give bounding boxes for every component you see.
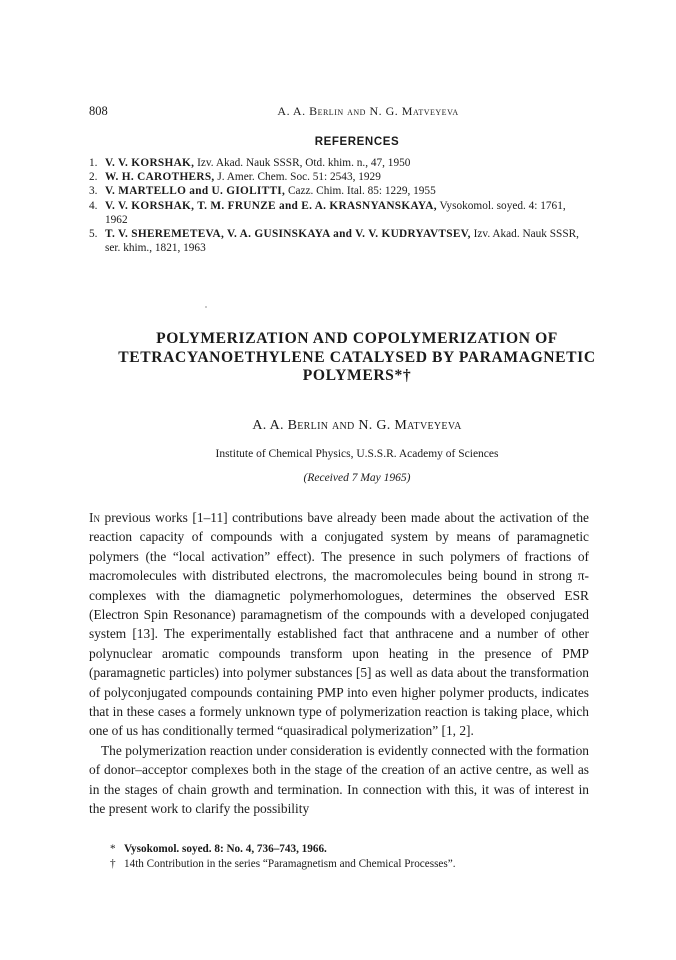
reference-source: Vysokomol. soyed. 4: 1761, 1962 (105, 199, 566, 226)
article-body (89, 508, 589, 819)
reference-source: J. Amer. Chem. Soc. 51: 2543, 1929 (214, 171, 381, 184)
footnote-text: Vysokomol. soyed. 8: No. 4, 736–743, 1966. (124, 843, 327, 855)
reference-source: Izv. Akad. Nauk SSSR, ser. khim., 1821, 1963 (105, 228, 579, 255)
reference-authors: V. V. KORSHAK, T. M. FRUNZE and E. A. KRASNYANSKAYA, (105, 199, 437, 212)
author-affiliation: Institute of Chemical Physics, U.S.S.R. Academy of Sciences (215, 448, 499, 460)
footnote-mark: † (110, 857, 116, 870)
reference-number: 3. (89, 185, 98, 198)
reference-item (89, 199, 589, 227)
reference-item (89, 170, 589, 184)
reference-authors: T. V. SHEREMETEVA, V. A. GUSINSKAYA and V. V. KUDRYAVTSEV, (105, 228, 471, 241)
reference-item (89, 184, 589, 198)
page-number: 808 (89, 104, 108, 118)
reference-number: 2. (89, 171, 98, 184)
paragraph-text: previous works [1–11] contributions bave already been made about the activation of the reaction capacity of compounds with a conjugated system by means of paramagnetic polymers (the “local activation” effect). The presence in such polymers of fractions of macromolecules with distributed electrons, the macromolecules being bound in strong π-complexes with the diamagnetic polymerhomologues, determines the observed ESR (Electron Spin Resonance) paramagnetism of the compounds with a developed conjugated system [13]. The experimentally established fact that anthracene and a number of other polynuclear aromatic compounds transform upon heating in the presence of PMP (paramagnetic particles) into polymer substances [5] as well as data about the transformation of polyconjugated compounds containing PMP into even higher polymer products, indicates that in these cases a formely unknown type of polymerization reaction is taking place, which one of us has conditionally termed “quasiradical polymerization” [1, 2]. (89, 510, 589, 739)
footnote (110, 842, 590, 857)
running-head: A. A. Berlin and N. G. Matveyeva (277, 104, 459, 118)
footnotes (110, 842, 590, 871)
reference-item (89, 156, 589, 170)
footnote-mark: * (110, 843, 116, 855)
title-line: POLYMERS*† (302, 367, 412, 384)
article-title (0, 330, 676, 386)
paragraph-lead-in: In (89, 510, 100, 525)
reference-number: 5. (89, 228, 98, 241)
article-authors: A. A. Berlin and N. G. Matveyeva (252, 418, 462, 433)
scan-speck (205, 306, 207, 308)
received-date (0, 472, 676, 484)
body-paragraph: The polymerization reaction under consideration is evidently connected with the formation of donor–acceptor complexes both in the stage of the creation of an active centre, as well as in the stages of chain growth and termination. In connection with this, it was of interest in the present work to clarify the possibility (89, 742, 589, 817)
reference-source: Izv. Akad. Nauk SSSR, Otd. khim. n., 47, 1950 (194, 157, 411, 169)
references-list (89, 156, 589, 255)
reference-item (89, 227, 589, 255)
reference-authors: V. V. KORSHAK, (105, 157, 195, 169)
reference-authors: V. MARTELLO and U. GIOLITTI, (105, 185, 286, 198)
reference-number: 4. (89, 199, 98, 212)
title-line: TETRACYANOETHYLENE CATALYSED BY PARAMAGNETIC (118, 348, 596, 366)
reference-source: Cazz. Chim. Ital. 85: 1229, 1955 (285, 185, 436, 198)
body-paragraph (89, 508, 589, 741)
title-line: POLYMERIZATION AND COPOLYMERIZATION OF (156, 330, 558, 347)
footnote (110, 857, 590, 872)
footnote-text: 14th Contribution in the series “Paramagnetism and Chemical Processes”. (124, 857, 456, 870)
reference-number: 1. (89, 157, 98, 169)
references-heading: REFERENCES (314, 136, 400, 148)
reference-authors: W. H. CAROTHERS, (105, 171, 215, 184)
received-text: (Received 7 May 1965) (303, 472, 411, 484)
